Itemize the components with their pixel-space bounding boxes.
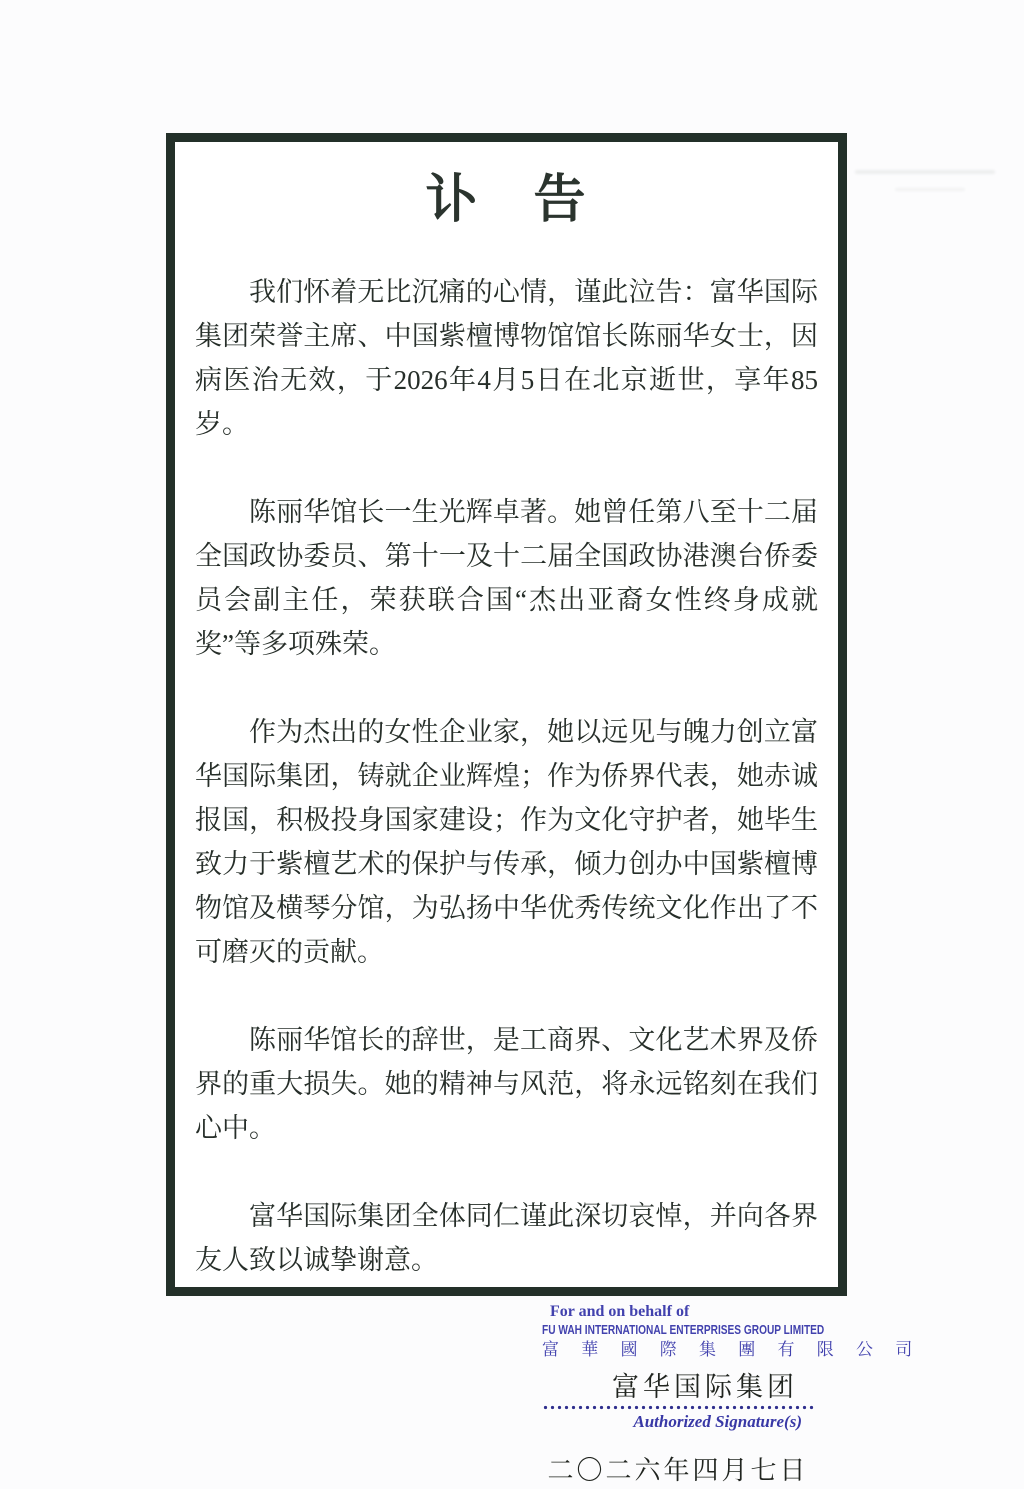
stamp-company-english: FU WAH INTERNATIONAL ENTERPRISES GROUP LIMITED <box>542 1322 825 1337</box>
obituary-paragraph-5: 富华国际集团全体同仁谨此深切哀悼，并向各界友人致以诚挚谢意。 <box>195 1201 818 1275</box>
obituary-title: 讣 告 <box>425 172 588 229</box>
signature-dotted-line <box>542 1405 814 1410</box>
signature-block <box>542 1302 922 1489</box>
scan-artifact <box>895 188 965 191</box>
scan-artifact <box>855 170 995 174</box>
stamp-behalf-line: For and on behalf of <box>550 1303 690 1320</box>
obituary-notice-frame <box>166 133 922 1485</box>
company-name-signature: 富华国际集团 <box>612 1372 798 1402</box>
company-stamp <box>542 1302 922 1361</box>
stamp-company-chinese: 富 華 國 際 集 團 有 限 公 司 <box>542 1340 922 1359</box>
obituary-paragraph-2: 陈丽华馆长一生光辉卓著。她曾任第八至十二届全国政协委员、第十一及十二届全国政协港澳台侨委员会副主任，荣获联合国“杰出亚裔女性终身成就奖”等多项殊荣。 <box>195 497 818 659</box>
obituary-paragraph-4: 陈丽华馆长的辞世，是工商界、文化艺术界及侨界的重大损失。她的精神与风范，将永远铭刻在我们心中。 <box>195 1025 818 1143</box>
obituary-paragraph-3: 作为杰出的女性企业家，她以远见与魄力创立富华国际集团，铸就企业辉煌；作为侨界代表，她赤诚报国，积极投身国家建设；作为文化守护者，她毕生致力于紫檀艺术的保护与传承，倾力创办中国紫檀博物馆及横琴分馆，为弘扬中华优秀传统文化作出了不可磨灭的贡献。 <box>195 717 818 967</box>
obituary-body <box>195 270 818 1282</box>
authorized-signature-label: Authorized Signature(s) <box>633 1412 802 1431</box>
obituary-paragraph-1: 我们怀着无比沉痛的心情，谨此泣告：富华国际集团荣誉主席、中国紫檀博物馆馆长陈丽华女士，因病医治无效，于2026年4月5日在北京逝世，享年85岁。 <box>195 277 818 439</box>
obituary-date: 二〇二六年四月七日 <box>547 1456 809 1485</box>
